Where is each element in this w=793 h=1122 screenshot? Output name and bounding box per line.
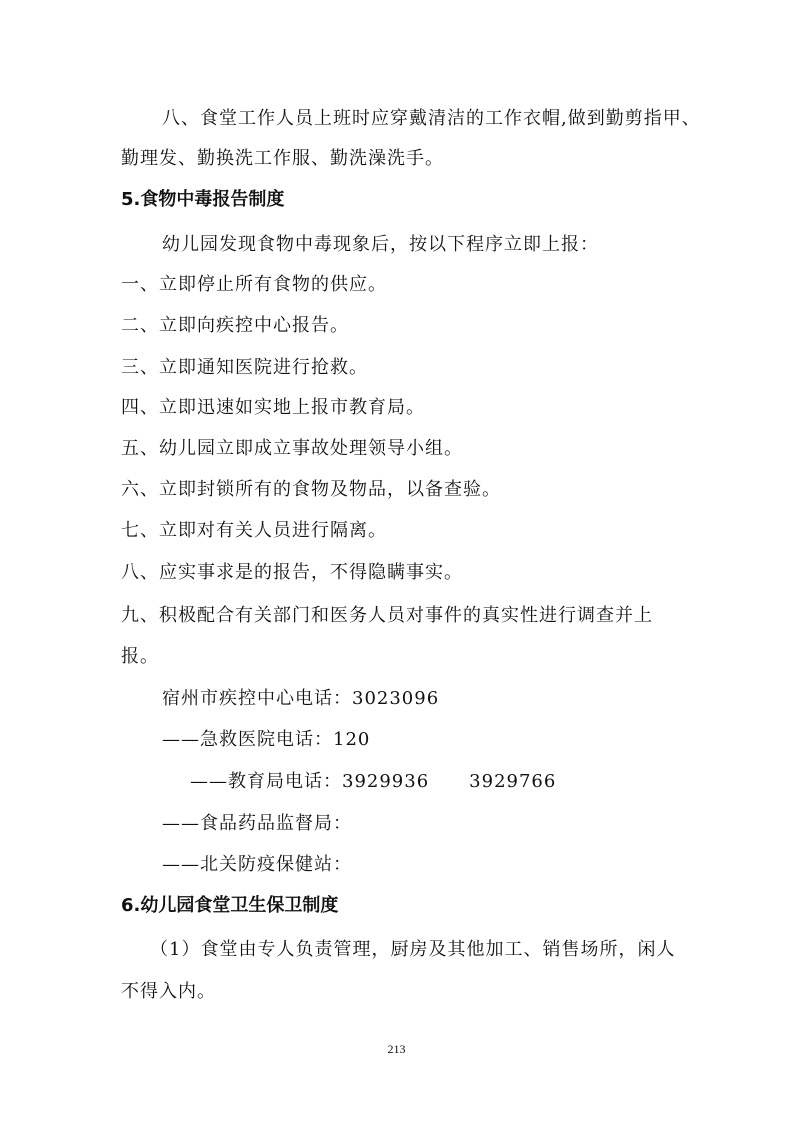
list-item: 八、应实事求是的报告，不得隐瞒事实。: [121, 562, 463, 583]
list-item: 三、立即通知医院进行抢救。: [121, 357, 368, 378]
list-item: 一、立即停止所有食物的供应。: [121, 274, 387, 295]
page-number: 213: [387, 1042, 406, 1056]
list-item: 九、积极配合有关部门和医务人员对事件的真实性进行调查并上: [121, 605, 653, 626]
contact-education-bureau: [190, 770, 556, 794]
contact-food-drug: ——食品药品监督局：: [162, 813, 352, 834]
contact-education-bureau-second-number: 3929766: [469, 771, 557, 792]
list-item: 二、立即向疾控中心报告。: [121, 315, 349, 336]
section-heading-6: 6.幼儿园食堂卫生保卫制度: [121, 895, 339, 916]
section-heading-5: 5.食物中毒报告制度: [121, 189, 285, 210]
contact-hospital: ——急救医院电话：120: [162, 729, 371, 750]
contact-education-bureau-label: ——教育局电话：3929936: [190, 771, 430, 792]
paragraph-line: 勤理发、勤换洗工作服、勤洗澡洗手。: [121, 148, 444, 169]
list-item: 五、幼儿园立即成立事故处理领导小组。: [121, 438, 463, 459]
paragraph-line: （1）食堂由专人负责管理，厨房及其他加工、销售场所，闲人: [150, 939, 676, 960]
contact-cdc: 宿州市疾控中心电话：3023096: [162, 688, 440, 709]
list-item-continuation: 报。: [121, 646, 159, 667]
paragraph-line: 八、食堂工作人员上班时应穿戴清洁的工作衣帽,做到勤剪指甲、: [162, 108, 701, 129]
list-item: 四、立即迅速如实地上报市教育局。: [121, 397, 425, 418]
paragraph-line: 不得入内。: [121, 981, 216, 1002]
list-item: 七、立即对有关人员进行隔离。: [121, 520, 387, 541]
section-intro: 幼儿园发现食物中毒现象后，按以下程序立即上报：: [162, 234, 599, 255]
contact-epidemic-station: ——北关防疫保健站：: [162, 854, 352, 875]
list-item: 六、立即封锁所有的食物及物品，以备查验。: [121, 479, 501, 500]
